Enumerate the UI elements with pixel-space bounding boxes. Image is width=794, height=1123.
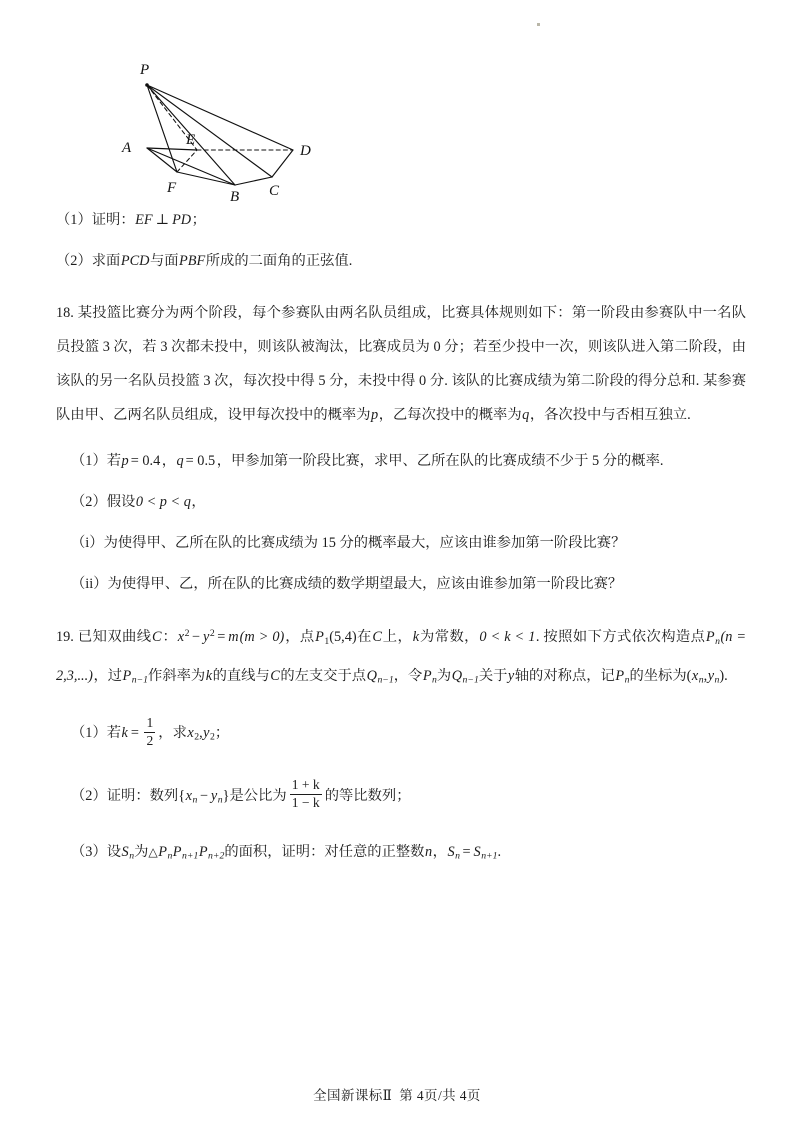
q19-l2-Q2sub: n−1 <box>462 674 479 686</box>
q18-sub1-eq1: = 0.4 <box>130 453 161 469</box>
q17-part1-prefix: （1）证明： <box>56 212 135 228</box>
page-footer <box>0 1084 794 1104</box>
q19-sub2-y: y <box>210 788 218 805</box>
geometry-figure <box>60 52 350 202</box>
q18-sub2-math: 0 < p < q <box>135 494 191 510</box>
q19-sub1-x2: x <box>187 725 194 742</box>
q19-l3-xsub: n <box>698 674 704 686</box>
q19-l2-e: ，令 <box>393 667 423 684</box>
q18-var-q: q <box>522 407 530 423</box>
q19-sub3 <box>71 837 746 872</box>
q19-l3-Psub: n <box>624 674 630 686</box>
q19-l1-sup2a: 2 <box>184 628 190 639</box>
footer-exam-name: 全国新课标Ⅱ <box>313 1088 393 1103</box>
q18-sub1-p: p <box>121 453 129 469</box>
q19-l1-c: 在 <box>356 629 372 646</box>
q19-sub1-eq: = <box>130 725 139 742</box>
q19-sub3-S2sub: n <box>455 850 460 862</box>
triangle-icon: △ <box>148 844 158 859</box>
q19-l3-P: P <box>615 667 625 684</box>
q19-sub3-n: n <box>424 843 433 860</box>
q17-part2-pbf: PBF <box>179 253 206 269</box>
q19-l1-P1: P <box>315 629 324 646</box>
q18-sub1-prefix: （1）若 <box>71 453 122 469</box>
q19-l1-b: ，点 <box>284 629 315 646</box>
q18-body-text-1: 某投篮比赛分为两个阶段，每个参赛队由两名队员组成，比赛具体规则如下：第一阶段由参赛队中一名队员投篮 3 次，若 3 次都未投中，则该队被淘汰，比赛成员为 0 分；若至少投中一次，则该队进入第二阶段，由该队的另一名队员投篮 3 次，每次投中得 5 分，未投中得 0 分. 该队的比赛成绩为第二阶段的得分总和. 某参赛队由甲、乙两名队员组成，设甲每次投中的概率为 <box>56 305 746 423</box>
q19-l2-Q2: Q <box>451 667 463 684</box>
q19-sub1-y2: y <box>203 725 210 742</box>
q19-sub2-prefix: （2）证明：数列 <box>71 788 179 805</box>
q19-l1-colon: ： <box>162 629 178 646</box>
q19-sub1-k: k <box>121 725 128 742</box>
q19-sub1-suffix: ； <box>214 725 230 742</box>
edge-A-B <box>147 148 235 185</box>
q19-sub1-x2sub: 2 <box>194 732 200 744</box>
q19-l1-a: 已知双曲线 <box>77 629 152 646</box>
q18-number: 18. <box>56 305 74 321</box>
figure-label-C: C <box>269 183 280 199</box>
q19-sub3-eq: = <box>462 843 471 860</box>
q19-l1-P1sub: 1 <box>324 635 330 647</box>
q19-sub3-prefix: （3）设 <box>71 843 122 860</box>
q19-line1: 19. 已知双曲线C：$x^2 - y^2 = m(m > 0)$，点$P_1(5,4)$在C上，k为常数，0 < k < 1. 按照如下方式依次构造点$P_n(n = 2,3,...)$，过$P_{n-1}$作斜率为k的直线与C的左支交于点$Q_{n-1}$，令$P_n$为$Q_{n-1}$关于y轴的对称点，记$P_n$的坐标为$(x_n,y_n)$. <box>56 628 747 686</box>
q19-sub3-P3: P <box>198 843 208 860</box>
q19-sub2: （2）证明：数列$\{x_n - y_n\}$是公比为 $\frac{1 + k}{1 - k}$ 的等比数列； <box>71 776 411 810</box>
edge-B-C <box>235 177 272 185</box>
q19-l2-Pn1sub: n−1 <box>131 674 149 686</box>
q19-l1-paren: (m > 0) <box>239 629 285 646</box>
q19-sub2-ysub: n <box>217 794 223 806</box>
q19-l1-x: x <box>177 629 185 646</box>
q19-sub3-P2sub: n+1 <box>182 850 199 862</box>
exam-content <box>56 205 746 872</box>
page-speck-artifact <box>537 23 540 26</box>
q19-l2-Q: Q <box>366 667 377 684</box>
figure-label-P: P <box>140 62 150 78</box>
edge-P-D <box>147 85 293 150</box>
q19-l1-C2: C <box>372 629 382 646</box>
q19-l2-Qsub: n−1 <box>377 674 394 686</box>
q19-sub2-frac-denominator: 1 − k <box>291 794 320 810</box>
q18-sub2-prefix: （2）假设 <box>71 494 136 510</box>
q19-sub1 <box>71 711 746 760</box>
q18-body <box>56 296 746 432</box>
q19-sub1-frac-denominator: 2 <box>146 732 154 748</box>
q19-sub1-prefix: （1）若 <box>71 725 122 742</box>
q19-sub2-minus: − <box>199 788 208 805</box>
q19-l3-y: y <box>707 667 715 684</box>
q19-l1-m: m <box>228 629 239 646</box>
q17-part2-suffix: 所成的二面角的正弦值. <box>205 253 353 269</box>
q19-sub3-P2: P <box>172 843 182 860</box>
q19-l2-c: 的直线与 <box>212 667 270 684</box>
q18-sub1-q: q <box>176 453 184 469</box>
q19-sub1-fraction <box>141 716 158 748</box>
q19-sub3-S2: S <box>447 843 455 860</box>
q19-sub2-suffix: 的等比数列； <box>324 788 411 805</box>
q19-l1-eq: = <box>217 629 226 646</box>
q17-part2-prefix: （2）求面 <box>56 253 121 269</box>
q18-sub2-ii: （ii）为使得甲、乙，所在队的比赛成绩的数学期望最大，应该由谁参加第一阶段比赛？ <box>71 576 623 592</box>
q18-sub2-i: （i）为使得甲、乙所在队的比赛成绩为 15 分的概率最大，应该由谁参加第一阶段比赛？ <box>71 535 626 551</box>
q19-l2-h: 轴的对称点， <box>514 667 601 684</box>
q19-l3-a: 记 <box>600 667 615 684</box>
q19-sub3-P1sub: n <box>167 850 173 862</box>
q19-sub2-frac-numerator: 1 + k <box>291 776 320 792</box>
q19-sub3-P3sub: n+2 <box>208 850 225 862</box>
figure-label-E: E <box>186 132 196 148</box>
edge-F-B <box>177 172 235 185</box>
q19-sub3-period: . <box>497 843 502 860</box>
edge-F-E-dashed <box>177 150 197 172</box>
q19-l1-minus: − <box>191 629 200 646</box>
figure-label-F: F <box>167 180 177 196</box>
q19-l1-d: 上， <box>382 629 413 646</box>
geometry-figure-svg <box>60 52 350 202</box>
q19-l2-g: 关于 <box>478 667 508 684</box>
edge-A-Eproj <box>147 148 197 150</box>
q19-sub3-Ssub: n <box>129 850 135 862</box>
q19-l3-ysub: n <box>714 674 720 686</box>
q19-l3-c: . <box>724 667 728 684</box>
q17-part1-pd: PD <box>172 212 192 228</box>
q19-l1-P1coord: (5,4) <box>329 629 357 646</box>
q17-part2-mid: 与面 <box>149 253 179 269</box>
q18-sub1-suffix: ，甲参加第一阶段比赛，求甲、乙所在队的比赛成绩不少于 5 分的概率. <box>216 453 664 469</box>
q19-l2-Psub: n <box>432 674 437 686</box>
q19-sub3-P1: P <box>158 843 167 860</box>
q19-sub1-frac-numerator: 1 <box>146 715 154 731</box>
figure-label-D: D <box>300 143 311 159</box>
q19-sub2-x: x <box>185 788 192 805</box>
q18-sub2-suffix: ， <box>191 494 206 510</box>
q18-sub2 <box>71 487 746 517</box>
q19-l1-krange: 0 < k < 1 <box>479 629 536 646</box>
q19-l2-Pnsub: n <box>715 635 720 647</box>
q19-sub3-S3: S <box>473 843 481 860</box>
q19-l2-f: 为 <box>436 667 452 684</box>
q18-sub1-comma: ， <box>161 453 177 469</box>
q19-sub3-a: 为 <box>134 843 149 860</box>
q19-sub1-comma: ，求 <box>158 725 187 742</box>
q19-l2-paren: (n = 2,3,...) <box>56 629 747 684</box>
vertex-dot-P <box>145 83 149 87</box>
q18-body-text-3: ，各次投中与否相互独立. <box>529 407 691 423</box>
q17-part1-suffix: ； <box>191 212 206 228</box>
q19-sub3-comma: ， <box>432 843 447 860</box>
q19-sub3-b: 的面积，证明：对任意的正整数 <box>224 843 425 860</box>
q19-l3-x: x <box>691 667 699 684</box>
q19-l2-Pn: P <box>705 629 715 646</box>
q19-sub3-S3sub: n+1 <box>481 850 498 862</box>
q19-l2-C: C <box>270 667 280 684</box>
q18-sub1 <box>71 446 746 476</box>
edge-P-F <box>147 85 177 172</box>
q19-sub3-S: S <box>121 843 129 860</box>
q19-l2-P: P <box>422 667 432 684</box>
q19-l1-k: k <box>412 629 420 646</box>
q19-l2-b: 作斜率为 <box>148 667 206 684</box>
q19-l2-Pn1: P <box>122 667 132 684</box>
q19-number: 19. <box>56 629 74 646</box>
q19-sub2-xsub: n <box>192 794 198 806</box>
q18-body-text-2: ，乙每次投中的概率为 <box>378 407 522 423</box>
figure-label-A: A <box>122 140 132 156</box>
q19-l1-y: y <box>203 629 210 646</box>
q19-l2-d: 的左支交于点 <box>280 667 367 684</box>
q17-part2-pcd: PCD <box>120 253 150 269</box>
q17-part1-ef: EF <box>135 212 153 228</box>
q18-sub1-eq2: = 0.5 <box>185 453 216 469</box>
figure-label-B: B <box>230 189 240 202</box>
q19-l1-sup2b: 2 <box>209 628 215 639</box>
q19-sub2-mid: 是公比为 <box>229 788 287 805</box>
q17-part1-perp: ⊥ <box>155 212 170 228</box>
q19-sub2-fraction <box>287 778 325 810</box>
q19-l2-k: k <box>205 667 213 684</box>
q19-l1-f: . 按照如下方式依次构造点 <box>535 629 706 646</box>
q19-l3-b: 的坐标为 <box>629 667 687 684</box>
q19-l1-e: 为常数， <box>419 629 479 646</box>
q19-l2-a: ，过 <box>93 667 123 684</box>
q17-part1 <box>56 205 746 235</box>
q19-l1-curveC: C <box>152 629 162 646</box>
q19-sub1-y2sub: 2 <box>210 732 215 744</box>
q19-sub1-mid: , <box>199 725 203 742</box>
q18-var-p: p <box>371 407 379 423</box>
footer-page-info: 第 4页/共 4页 <box>399 1088 481 1103</box>
q17-part2 <box>56 246 746 276</box>
edge-C-D <box>272 150 293 177</box>
q19-l2-y: y <box>507 667 515 684</box>
